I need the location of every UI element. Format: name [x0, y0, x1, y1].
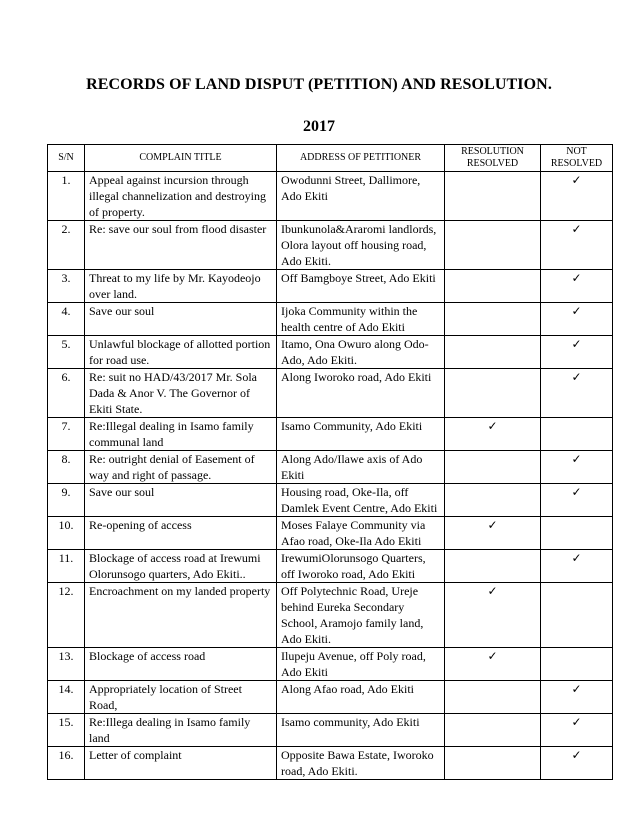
- table-row: [48, 517, 613, 550]
- header-not-resolved: NOT RESOLVED: [541, 145, 613, 172]
- row-sn: 5.: [48, 336, 85, 369]
- resolved-check-icon: ✓: [445, 517, 541, 550]
- row-address: Along Ado/Ilawe axis of Ado Ekiti: [277, 451, 445, 484]
- header-sn: S/N: [48, 145, 85, 172]
- table-row: [48, 747, 613, 780]
- not-resolved-check-icon: ✓: [541, 550, 613, 583]
- row-complain-title: Letter of complaint: [85, 747, 277, 780]
- resolved-check-icon: [445, 336, 541, 369]
- table-header-row: [48, 145, 613, 172]
- row-address: Owodunni Street, Dallimore, Ado Ekiti: [277, 172, 445, 221]
- not-resolved-check-icon: ✓: [541, 172, 613, 221]
- not-resolved-check-icon: [541, 418, 613, 451]
- table-row: [48, 484, 613, 517]
- row-address: Ilupeju Avenue, off Poly road, Ado Ekiti: [277, 648, 445, 681]
- resolved-check-icon: [445, 172, 541, 221]
- not-resolved-check-icon: ✓: [541, 714, 613, 747]
- not-resolved-check-icon: ✓: [541, 303, 613, 336]
- row-address: Ijoka Community within the health centre of Ado Ekiti: [277, 303, 445, 336]
- not-resolved-check-icon: [541, 648, 613, 681]
- row-address: Isamo Community, Ado Ekiti: [277, 418, 445, 451]
- records-table: [47, 144, 613, 780]
- not-resolved-check-icon: ✓: [541, 270, 613, 303]
- row-sn: 11.: [48, 550, 85, 583]
- document-year: 2017: [303, 118, 335, 135]
- resolved-check-icon: [445, 303, 541, 336]
- not-resolved-check-icon: ✓: [541, 221, 613, 270]
- header-complain-title: COMPLAIN TITLE: [85, 145, 277, 172]
- row-sn: 7.: [48, 418, 85, 451]
- table-row: [48, 303, 613, 336]
- row-address: Off Bamgboye Street, Ado Ekiti: [277, 270, 445, 303]
- table-row: [48, 583, 613, 648]
- row-sn: 3.: [48, 270, 85, 303]
- row-address: Housing road, Oke-Ila, off Damlek Event Centre, Ado Ekiti: [277, 484, 445, 517]
- row-complain-title: Appropriately location of Street Road,: [85, 681, 277, 714]
- row-sn: 2.: [48, 221, 85, 270]
- row-complain-title: Re: outright denial of Easement of way and right of passage.: [85, 451, 277, 484]
- row-sn: 16.: [48, 747, 85, 780]
- row-address: Moses Falaye Community via Afao road, Oke-Ila Ado Ekiti: [277, 517, 445, 550]
- row-complain-title: Save our soul: [85, 303, 277, 336]
- row-sn: 13.: [48, 648, 85, 681]
- resolved-check-icon: [445, 681, 541, 714]
- row-address: Isamo community, Ado Ekiti: [277, 714, 445, 747]
- row-complain-title: Unlawful blockage of allotted portion for road use.: [85, 336, 277, 369]
- header-resolution-resolved: RESOLUTION RESOLVED: [445, 145, 541, 172]
- resolved-check-icon: [445, 270, 541, 303]
- not-resolved-check-icon: ✓: [541, 747, 613, 780]
- row-address: Off Polytechnic Road, Ureje behind Eureka Secondary School, Aramojo family land, Ado Ekiti.: [277, 583, 445, 648]
- row-address: Itamo, Ona Owuro along Odo-Ado, Ado Ekiti.: [277, 336, 445, 369]
- row-complain-title: Re: suit no HAD/43/2017 Mr. Sola Dada & Anor V. The Governor of Ekiti State.: [85, 369, 277, 418]
- row-sn: 9.: [48, 484, 85, 517]
- not-resolved-check-icon: ✓: [541, 369, 613, 418]
- row-sn: 12.: [48, 583, 85, 648]
- resolved-check-icon: [445, 714, 541, 747]
- row-sn: 6.: [48, 369, 85, 418]
- table-row: [48, 172, 613, 221]
- not-resolved-check-icon: ✓: [541, 451, 613, 484]
- table-row: [48, 648, 613, 681]
- not-resolved-check-icon: [541, 583, 613, 648]
- row-address: IrewumiOlorunsogo Quarters, off Iworoko road, Ado Ekiti: [277, 550, 445, 583]
- row-sn: 4.: [48, 303, 85, 336]
- resolved-check-icon: [445, 747, 541, 780]
- row-complain-title: Re: save our soul from flood disaster: [85, 221, 277, 270]
- row-sn: 15.: [48, 714, 85, 747]
- table-row: [48, 221, 613, 270]
- resolved-check-icon: [445, 451, 541, 484]
- resolved-check-icon: [445, 484, 541, 517]
- row-complain-title: Re-opening of access: [85, 517, 277, 550]
- row-sn: 10.: [48, 517, 85, 550]
- row-complain-title: Re:Illegal dealing in Isamo family communal land: [85, 418, 277, 451]
- resolved-check-icon: ✓: [445, 583, 541, 648]
- table-row: [48, 418, 613, 451]
- row-complain-title: Encroachment on my landed property: [85, 583, 277, 648]
- row-address: Along Iworoko road, Ado Ekiti: [277, 369, 445, 418]
- table-row: [48, 270, 613, 303]
- table-row: [48, 714, 613, 747]
- row-complain-title: Re:Illega dealing in Isamo family land: [85, 714, 277, 747]
- document-title: RECORDS OF LAND DISPUT (PETITION) AND RESOLUTION.: [86, 76, 552, 93]
- table-row: [48, 336, 613, 369]
- not-resolved-check-icon: ✓: [541, 681, 613, 714]
- resolved-check-icon: [445, 550, 541, 583]
- row-complain-title: Blockage of access road: [85, 648, 277, 681]
- row-sn: 1.: [48, 172, 85, 221]
- row-complain-title: Blockage of access road at Irewumi Olorunsogo quarters, Ado Ekiti..: [85, 550, 277, 583]
- row-sn: 14.: [48, 681, 85, 714]
- row-complain-title: Appeal against incursion through illegal channelization and destroying of property.: [85, 172, 277, 221]
- row-complain-title: Threat to my life by Mr. Kayodeojo over land.: [85, 270, 277, 303]
- resolved-check-icon: [445, 221, 541, 270]
- table-row: [48, 550, 613, 583]
- not-resolved-check-icon: [541, 517, 613, 550]
- resolved-check-icon: ✓: [445, 648, 541, 681]
- not-resolved-check-icon: ✓: [541, 484, 613, 517]
- header-address: ADDRESS OF PETITIONER: [277, 145, 445, 172]
- table-row: [48, 681, 613, 714]
- row-address: Along Afao road, Ado Ekiti: [277, 681, 445, 714]
- row-address: Opposite Bawa Estate, Iworoko road, Ado Ekiti.: [277, 747, 445, 780]
- row-address: Ibunkunola&Araromi landlords, Olora layout off housing road, Ado Ekiti.: [277, 221, 445, 270]
- resolved-check-icon: [445, 369, 541, 418]
- resolved-check-icon: ✓: [445, 418, 541, 451]
- row-sn: 8.: [48, 451, 85, 484]
- table-row: [48, 369, 613, 418]
- row-complain-title: Save our soul: [85, 484, 277, 517]
- table-row: [48, 451, 613, 484]
- not-resolved-check-icon: ✓: [541, 336, 613, 369]
